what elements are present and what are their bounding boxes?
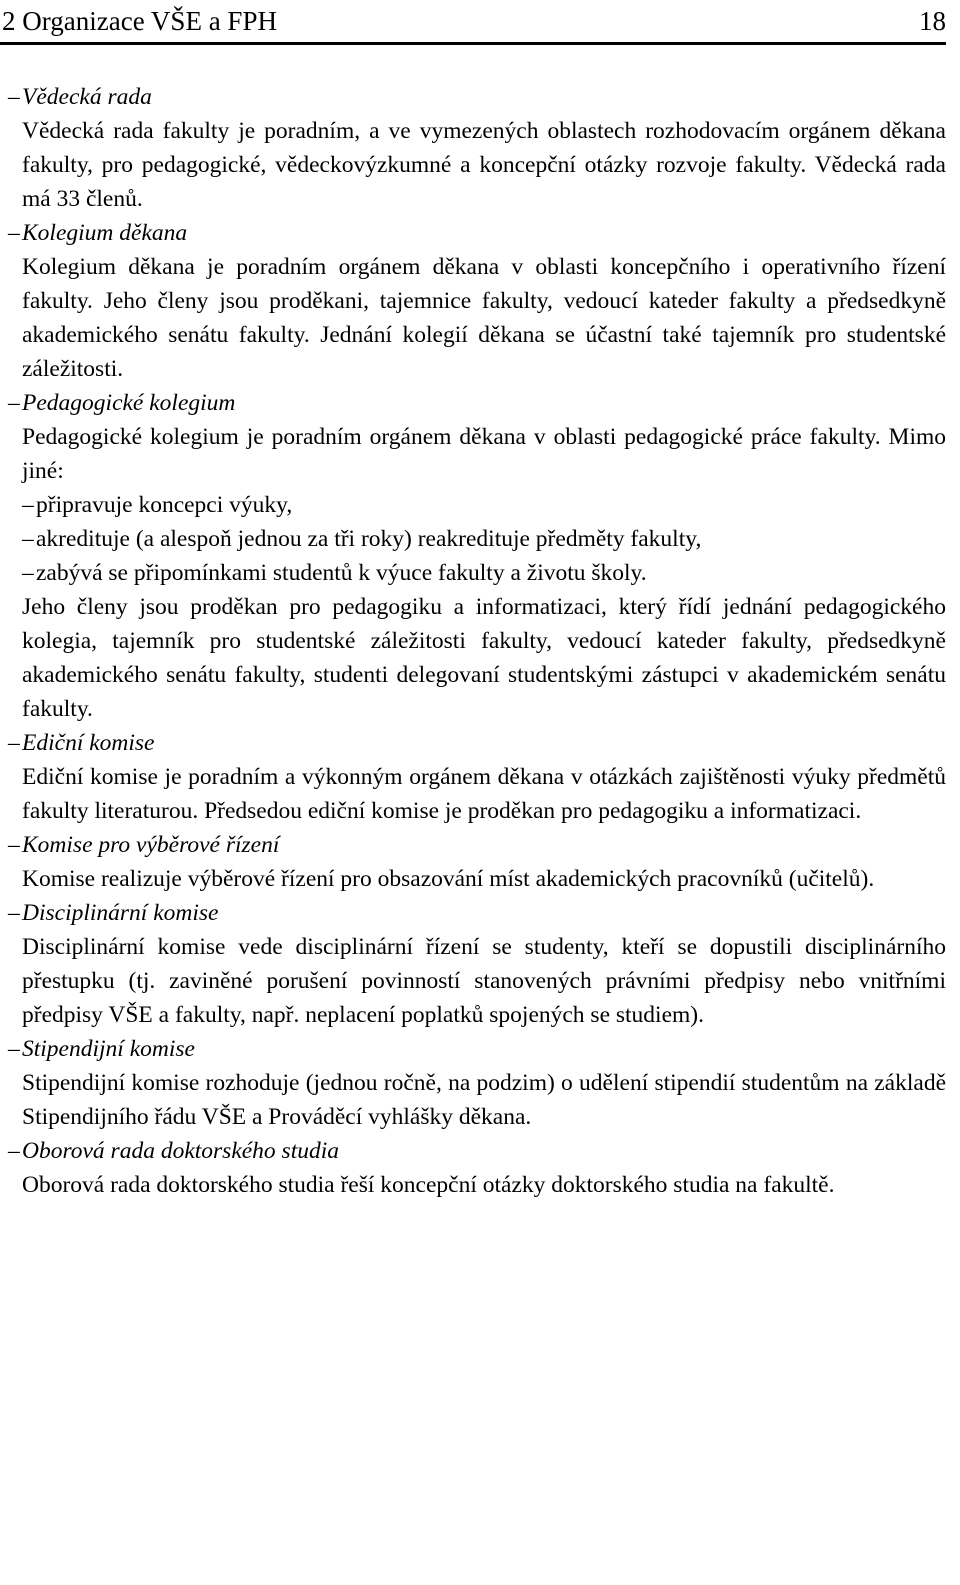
section-title-text: Pedagogické kolegium <box>22 390 236 416</box>
list-item <box>22 488 946 522</box>
section-paragraph: Oborová rada doktorského studia řeší koncepční otázky doktorského studia na fakultě. <box>22 1172 835 1198</box>
section-vedecka-rada <box>8 80 946 216</box>
section-paragraph: Stipendijní komise rozhoduje (jednou ročně, na podzim) o udělení stipendií studentům na základě Stipendijního řádu VŠE a Prováděcí vyhlášky děkana. <box>22 1070 946 1130</box>
section-edicni-komise <box>8 726 946 828</box>
section-title-text: Vědecká rada <box>22 84 152 110</box>
section-stipendijni-komise <box>8 1032 946 1134</box>
section-title <box>8 726 946 760</box>
section-title-text: Kolegium děkana <box>22 220 188 246</box>
section-disciplinarni-komise <box>8 896 946 1032</box>
section-title <box>8 896 946 930</box>
page-content <box>8 80 946 1202</box>
section-paragraph: Kolegium děkana je poradním orgánem děkana v oblasti koncepčního i operativního řízení fakulty. Jeho členy jsou proděkani, tajemnice fakulty, vedoucí kateder fakulty a předsedkyně akademického senátu fakulty. Jednání kolegií děkana se účastní také tajemník pro studentské záležitosti. <box>22 254 946 382</box>
section-paragraph: Disciplinární komise vede disciplinární řízení se studenty, kteří se dopustili disciplinárního přestupku (tj. zaviněné porušení povinností stanovených právními předpisy nebo vnitřními předpisy VŠE a fakulty, např. neplacení poplatků spojených se studiem). <box>22 934 946 1028</box>
section-title <box>8 80 946 114</box>
list-item-text: připravuje koncepci výuky, <box>36 492 293 518</box>
section-title-text: Stipendijní komise <box>22 1036 195 1062</box>
chapter-title: 2 Organizace VŠE a FPH <box>2 6 277 36</box>
section-kolegium-dekana <box>8 216 946 386</box>
dash-bullet: – <box>8 1138 20 1164</box>
dash-bullet: – <box>8 900 20 926</box>
dash-bullet: – <box>22 560 34 586</box>
section-paragraph: Ediční komise je poradním a výkonným orgánem děkana v otázkách zajištěnosti výuky předmětů fakulty literaturou. Předsedou ediční komise je proděkan pro pedagogiku a informatizaci. <box>22 764 946 824</box>
dash-bullet: – <box>8 1036 20 1062</box>
section-title-text: Oborová rada doktorského studia <box>22 1138 340 1164</box>
section-paragraph: Komise realizuje výběrové řízení pro obsazování míst akademických pracovníků (učitelů). <box>22 866 875 892</box>
section-komise-vyberove-rizeni <box>8 828 946 896</box>
list-item <box>22 522 946 556</box>
section-title <box>8 386 946 420</box>
list-item <box>22 556 946 590</box>
dash-bullet: – <box>8 84 20 110</box>
section-title <box>8 828 946 862</box>
section-title-text: Disciplinární komise <box>22 900 219 926</box>
section-title-text: Ediční komise <box>22 730 155 756</box>
section-oborova-rada <box>8 1134 946 1202</box>
duties-list <box>22 488 946 590</box>
dash-bullet: – <box>22 526 34 552</box>
page-number: 18 <box>919 6 946 36</box>
section-pedagogicke-kolegium <box>8 386 946 726</box>
section-title-text: Komise pro výběrové řízení <box>22 832 280 858</box>
dash-bullet: – <box>22 492 34 518</box>
dash-bullet: – <box>8 220 20 246</box>
dash-bullet: – <box>8 390 20 416</box>
dash-bullet: – <box>8 730 20 756</box>
section-title <box>8 1134 946 1168</box>
section-title <box>8 1032 946 1066</box>
list-item-text: zabývá se připomínkami studentů k výuce fakulty a životu školy. <box>36 560 647 586</box>
dash-bullet: – <box>8 832 20 858</box>
section-title <box>8 216 946 250</box>
list-item-text: akredituje (a alespoň jednou za tři roky) reakredituje předměty fakulty, <box>36 526 702 552</box>
section-paragraph: Jeho členy jsou proděkan pro pedagogiku a informatizaci, který řídí jednání pedagogického kolegia, tajemník pro studentské záležitosti fakulty, vedoucí kateder fakulty, předsedkyně akademického senátu fakulty, studenti delegovaní studentskými zástupci v akademickém senátu fakulty. <box>22 594 946 722</box>
page-header <box>0 0 946 45</box>
section-paragraph: Vědecká rada fakulty je poradním, a ve vymezených oblastech rozhodovacím orgánem děkana fakulty, pro pedagogické, vědeckovýzkumné a koncepční otázky rozvoje fakulty. Vědecká rada má 33 členů. <box>22 118 946 212</box>
section-paragraph: Pedagogické kolegium je poradním orgánem děkana v oblasti pedagogické práce fakulty. Mimo jiné: <box>22 424 946 484</box>
